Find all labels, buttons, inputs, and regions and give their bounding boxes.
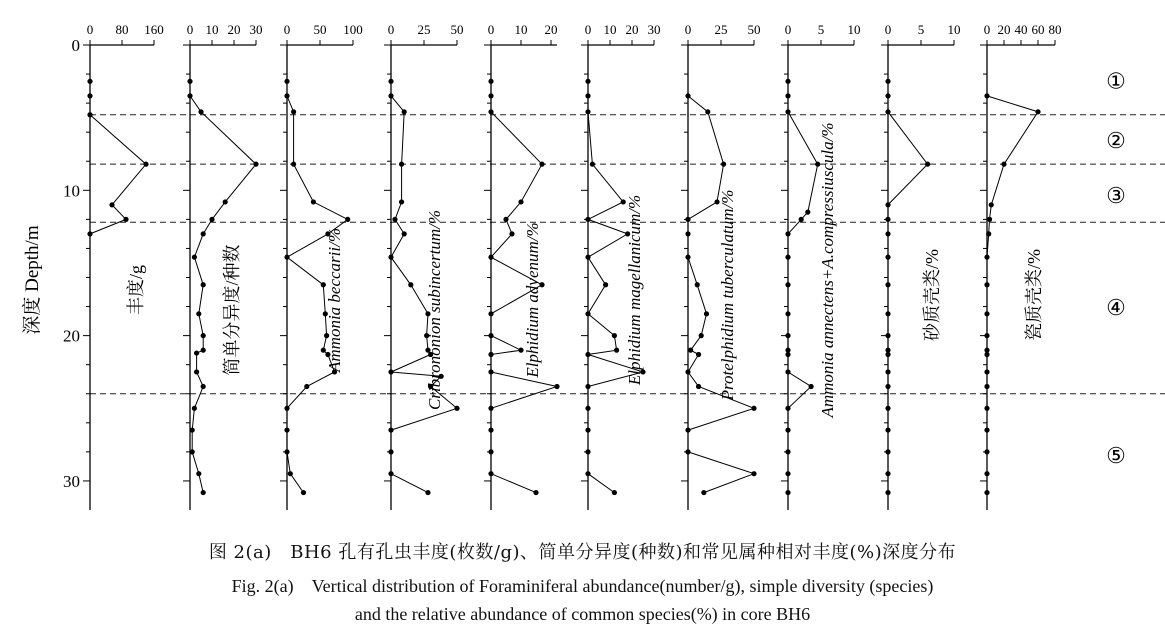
series-line [788, 81, 818, 492]
data-point [399, 199, 404, 204]
data-point [201, 231, 206, 236]
data-point [809, 384, 814, 389]
depth-axis [21, 36, 80, 491]
x-tick-label: 40 [1014, 22, 1028, 37]
data-point [87, 93, 92, 98]
data-point [885, 384, 890, 389]
x-tick-label: 0 [86, 22, 94, 37]
data-point [87, 231, 92, 236]
data-point [402, 109, 407, 114]
data-point [885, 449, 890, 454]
data-point [284, 427, 289, 432]
data-point [585, 406, 590, 411]
data-point [704, 311, 709, 316]
data-point [87, 112, 92, 117]
data-point [1001, 162, 1006, 167]
data-point [388, 369, 393, 374]
zone-label: ② [1106, 127, 1126, 153]
x-tick-label: 0 [884, 22, 892, 37]
data-point [488, 79, 493, 84]
data-point [685, 369, 690, 374]
data-point [585, 93, 590, 98]
x-tick-label: 50 [747, 22, 761, 37]
data-point [685, 231, 690, 236]
data-point [885, 406, 890, 411]
panel-label: Ammonia annectens+A.compressiuscula/% [818, 122, 837, 418]
data-point [785, 471, 790, 476]
data-point [194, 350, 199, 355]
x-tick-label: 0 [584, 22, 592, 37]
data-point [388, 449, 393, 454]
panel-label: Protelphidium tuberculatum/% [718, 189, 737, 401]
data-point [388, 471, 393, 476]
x-tick-label: 30 [249, 22, 263, 37]
panel-9 [881, 22, 961, 510]
data-point [885, 217, 890, 222]
data-point [201, 333, 206, 338]
data-point [685, 217, 690, 222]
data-point [198, 109, 203, 114]
data-point [488, 109, 493, 114]
panel-label: Cribrononion subincertum/% [425, 209, 444, 411]
data-point [509, 231, 514, 236]
data-point [190, 449, 195, 454]
data-point [925, 162, 930, 167]
data-point [785, 333, 790, 338]
x-tick-label: 25 [417, 22, 431, 37]
data-point [984, 427, 989, 432]
data-point [388, 427, 393, 432]
zone-label: ⑤ [1106, 443, 1126, 469]
data-point [488, 352, 493, 357]
panel-10 [980, 22, 1062, 510]
data-point [408, 282, 413, 287]
data-point [585, 427, 590, 432]
data-point [488, 255, 493, 260]
data-point [291, 109, 296, 114]
data-point [885, 333, 890, 338]
data-point [109, 202, 114, 207]
x-tick-label: 10 [205, 22, 219, 37]
data-point [284, 255, 289, 260]
data-point [388, 255, 393, 260]
data-point [785, 109, 790, 114]
data-point [585, 352, 590, 357]
data-point [751, 471, 756, 476]
x-tick-label: 0 [983, 22, 991, 37]
panel-1 [83, 22, 164, 510]
zone-label: ① [1106, 68, 1126, 94]
x-tick-label: 20 [227, 22, 241, 37]
data-point [585, 384, 590, 389]
data-point [284, 79, 289, 84]
x-tick-label: 0 [784, 22, 792, 37]
x-tick-label: 0 [387, 22, 395, 37]
data-point [585, 217, 590, 222]
data-point [885, 311, 890, 316]
data-point [885, 255, 890, 260]
panel-6 [581, 22, 661, 510]
data-point [885, 490, 890, 495]
data-point [989, 202, 994, 207]
data-point [987, 217, 992, 222]
depth-axis-label: 深度 Depth/m [22, 225, 43, 335]
x-tick-label: 20 [544, 22, 558, 37]
data-point [87, 79, 92, 84]
data-point [402, 231, 407, 236]
data-point [885, 93, 890, 98]
data-point [885, 352, 890, 357]
figure-caption-english-line2: and the relative abundance of common species(%) in core BH6 [354, 604, 811, 624]
data-point [488, 311, 493, 316]
data-point [488, 333, 493, 338]
data-point [503, 217, 508, 222]
panel-7 [681, 22, 761, 510]
data-point [201, 282, 206, 287]
data-point [585, 449, 590, 454]
data-point [454, 406, 459, 411]
data-point [984, 449, 989, 454]
x-tick-label: 5 [917, 22, 925, 37]
data-point [392, 217, 397, 222]
data-point [685, 449, 690, 454]
data-point [590, 162, 595, 167]
data-point [585, 311, 590, 316]
data-point [984, 282, 989, 287]
data-point [696, 384, 701, 389]
data-point [984, 384, 989, 389]
panel-label: 瓷质壳类/% [1024, 249, 1044, 341]
data-point [311, 199, 316, 204]
data-point [196, 471, 201, 476]
data-point [984, 471, 989, 476]
panel-label: 简单分异度/种数 [222, 244, 242, 376]
data-point [533, 490, 538, 495]
x-tick-label: 20 [997, 22, 1011, 37]
data-point [1035, 109, 1040, 114]
panel-label: Elphidium advenum/% [523, 222, 542, 378]
data-point [585, 471, 590, 476]
zone-label: ③ [1106, 183, 1126, 209]
data-point [885, 282, 890, 287]
depth-tick-label: 30 [63, 471, 80, 491]
panel-label: Elphidium magellanicum/% [625, 194, 644, 386]
data-point [685, 255, 690, 260]
x-tick-label: 10 [947, 22, 961, 37]
data-point [488, 406, 493, 411]
data-point [685, 93, 690, 98]
x-tick-label: 10 [603, 22, 617, 37]
x-tick-label: 0 [186, 22, 194, 37]
x-tick-label: 5 [817, 22, 825, 37]
x-tick-label: 10 [847, 22, 861, 37]
data-point [695, 282, 700, 287]
data-point [986, 231, 991, 236]
data-point [984, 490, 989, 495]
data-point [585, 109, 590, 114]
data-point [223, 199, 228, 204]
data-point [785, 231, 790, 236]
data-point [488, 427, 493, 432]
zone-label: ④ [1106, 295, 1126, 321]
depth-tick-label: 10 [63, 181, 80, 201]
x-tick-label: 10 [514, 22, 528, 37]
data-point [554, 384, 559, 389]
data-point [699, 333, 704, 338]
data-point [984, 93, 989, 98]
data-point [785, 255, 790, 260]
x-tick-label: 100 [343, 22, 363, 37]
data-point [885, 79, 890, 84]
panel-4 [384, 22, 464, 510]
data-point [187, 93, 192, 98]
data-point [425, 490, 430, 495]
data-point [984, 311, 989, 316]
data-point [785, 406, 790, 411]
x-tick-label: 160 [144, 22, 164, 37]
data-point [799, 217, 804, 222]
data-point [192, 406, 197, 411]
data-point [284, 406, 289, 411]
data-point [984, 352, 989, 357]
data-point [518, 199, 523, 204]
data-point [885, 471, 890, 476]
data-point [301, 490, 306, 495]
data-point [612, 333, 617, 338]
data-point [785, 369, 790, 374]
data-point [785, 93, 790, 98]
panel-label: 砂质壳类/% [922, 249, 942, 341]
data-point [885, 202, 890, 207]
x-tick-label: 80 [1048, 22, 1062, 37]
data-point [123, 217, 128, 222]
data-point [885, 109, 890, 114]
data-point [688, 348, 693, 353]
data-point [751, 406, 756, 411]
data-point [785, 490, 790, 495]
figure-caption-english-line1: Fig. 2(a) Vertical distribution of Foraminiferal abundance(number/g), simple diversity (species) [231, 576, 934, 596]
data-point [201, 384, 206, 389]
data-point [194, 369, 199, 374]
depth-tick-label: 0 [71, 36, 80, 55]
data-point [209, 217, 214, 222]
x-tick-label: 50 [450, 22, 464, 37]
data-point [143, 162, 148, 167]
x-tick-label: 50 [313, 22, 327, 37]
data-point [345, 217, 350, 222]
data-point [399, 162, 404, 167]
data-point [196, 311, 201, 316]
data-point [539, 162, 544, 167]
data-point [984, 333, 989, 338]
panels [83, 22, 1062, 510]
x-tick-label: 0 [283, 22, 291, 37]
data-point [585, 255, 590, 260]
data-point [585, 79, 590, 84]
data-point [304, 384, 309, 389]
data-point [885, 369, 890, 374]
panel-label: 丰度/g [126, 264, 146, 316]
x-tick-label: 20 [625, 22, 639, 37]
data-point [488, 369, 493, 374]
data-point [388, 93, 393, 98]
panel-8 [781, 22, 861, 510]
data-point [785, 282, 790, 287]
data-point [187, 79, 192, 84]
series-line [90, 81, 146, 234]
data-point [785, 311, 790, 316]
x-tick-label: 60 [1031, 22, 1045, 37]
zone-labels [1106, 68, 1126, 468]
panel-3 [280, 22, 363, 510]
data-point [291, 162, 296, 167]
data-point [201, 490, 206, 495]
data-point [685, 427, 690, 432]
x-tick-label: 0 [684, 22, 692, 37]
x-tick-label: 80 [115, 22, 129, 37]
data-point [603, 282, 608, 287]
data-point [785, 449, 790, 454]
panel-label: Ammonia beccarii/% [325, 228, 344, 372]
data-point [984, 255, 989, 260]
data-point [984, 406, 989, 411]
data-point [705, 109, 710, 114]
panel-5 [484, 22, 560, 510]
data-point [488, 449, 493, 454]
data-point [488, 93, 493, 98]
data-point [488, 471, 493, 476]
data-point [785, 427, 790, 432]
data-point [785, 352, 790, 357]
data-point [721, 162, 726, 167]
data-point [288, 471, 293, 476]
data-point [885, 231, 890, 236]
series-line [391, 81, 457, 492]
data-point [785, 79, 790, 84]
data-point [253, 162, 258, 167]
x-tick-label: 30 [647, 22, 661, 37]
data-point [192, 255, 197, 260]
data-point [284, 93, 289, 98]
figure-caption-chinese: 图 2(a) BH6 孔有孔虫丰度(枚数/g)、简单分异度(种数)和常见属种相对丰度(%)深度分布 [208, 542, 957, 563]
data-point [984, 369, 989, 374]
data-point [612, 490, 617, 495]
data-point [284, 449, 289, 454]
data-point [190, 427, 195, 432]
panel-2 [183, 22, 263, 510]
data-point [696, 352, 701, 357]
data-point [201, 348, 206, 353]
depth-tick-label: 20 [63, 326, 80, 346]
data-point [614, 348, 619, 353]
data-point [388, 79, 393, 84]
x-tick-label: 0 [487, 22, 495, 37]
x-tick-label: 25 [714, 22, 728, 37]
data-point [885, 427, 890, 432]
data-point [805, 210, 810, 215]
data-point [701, 490, 706, 495]
